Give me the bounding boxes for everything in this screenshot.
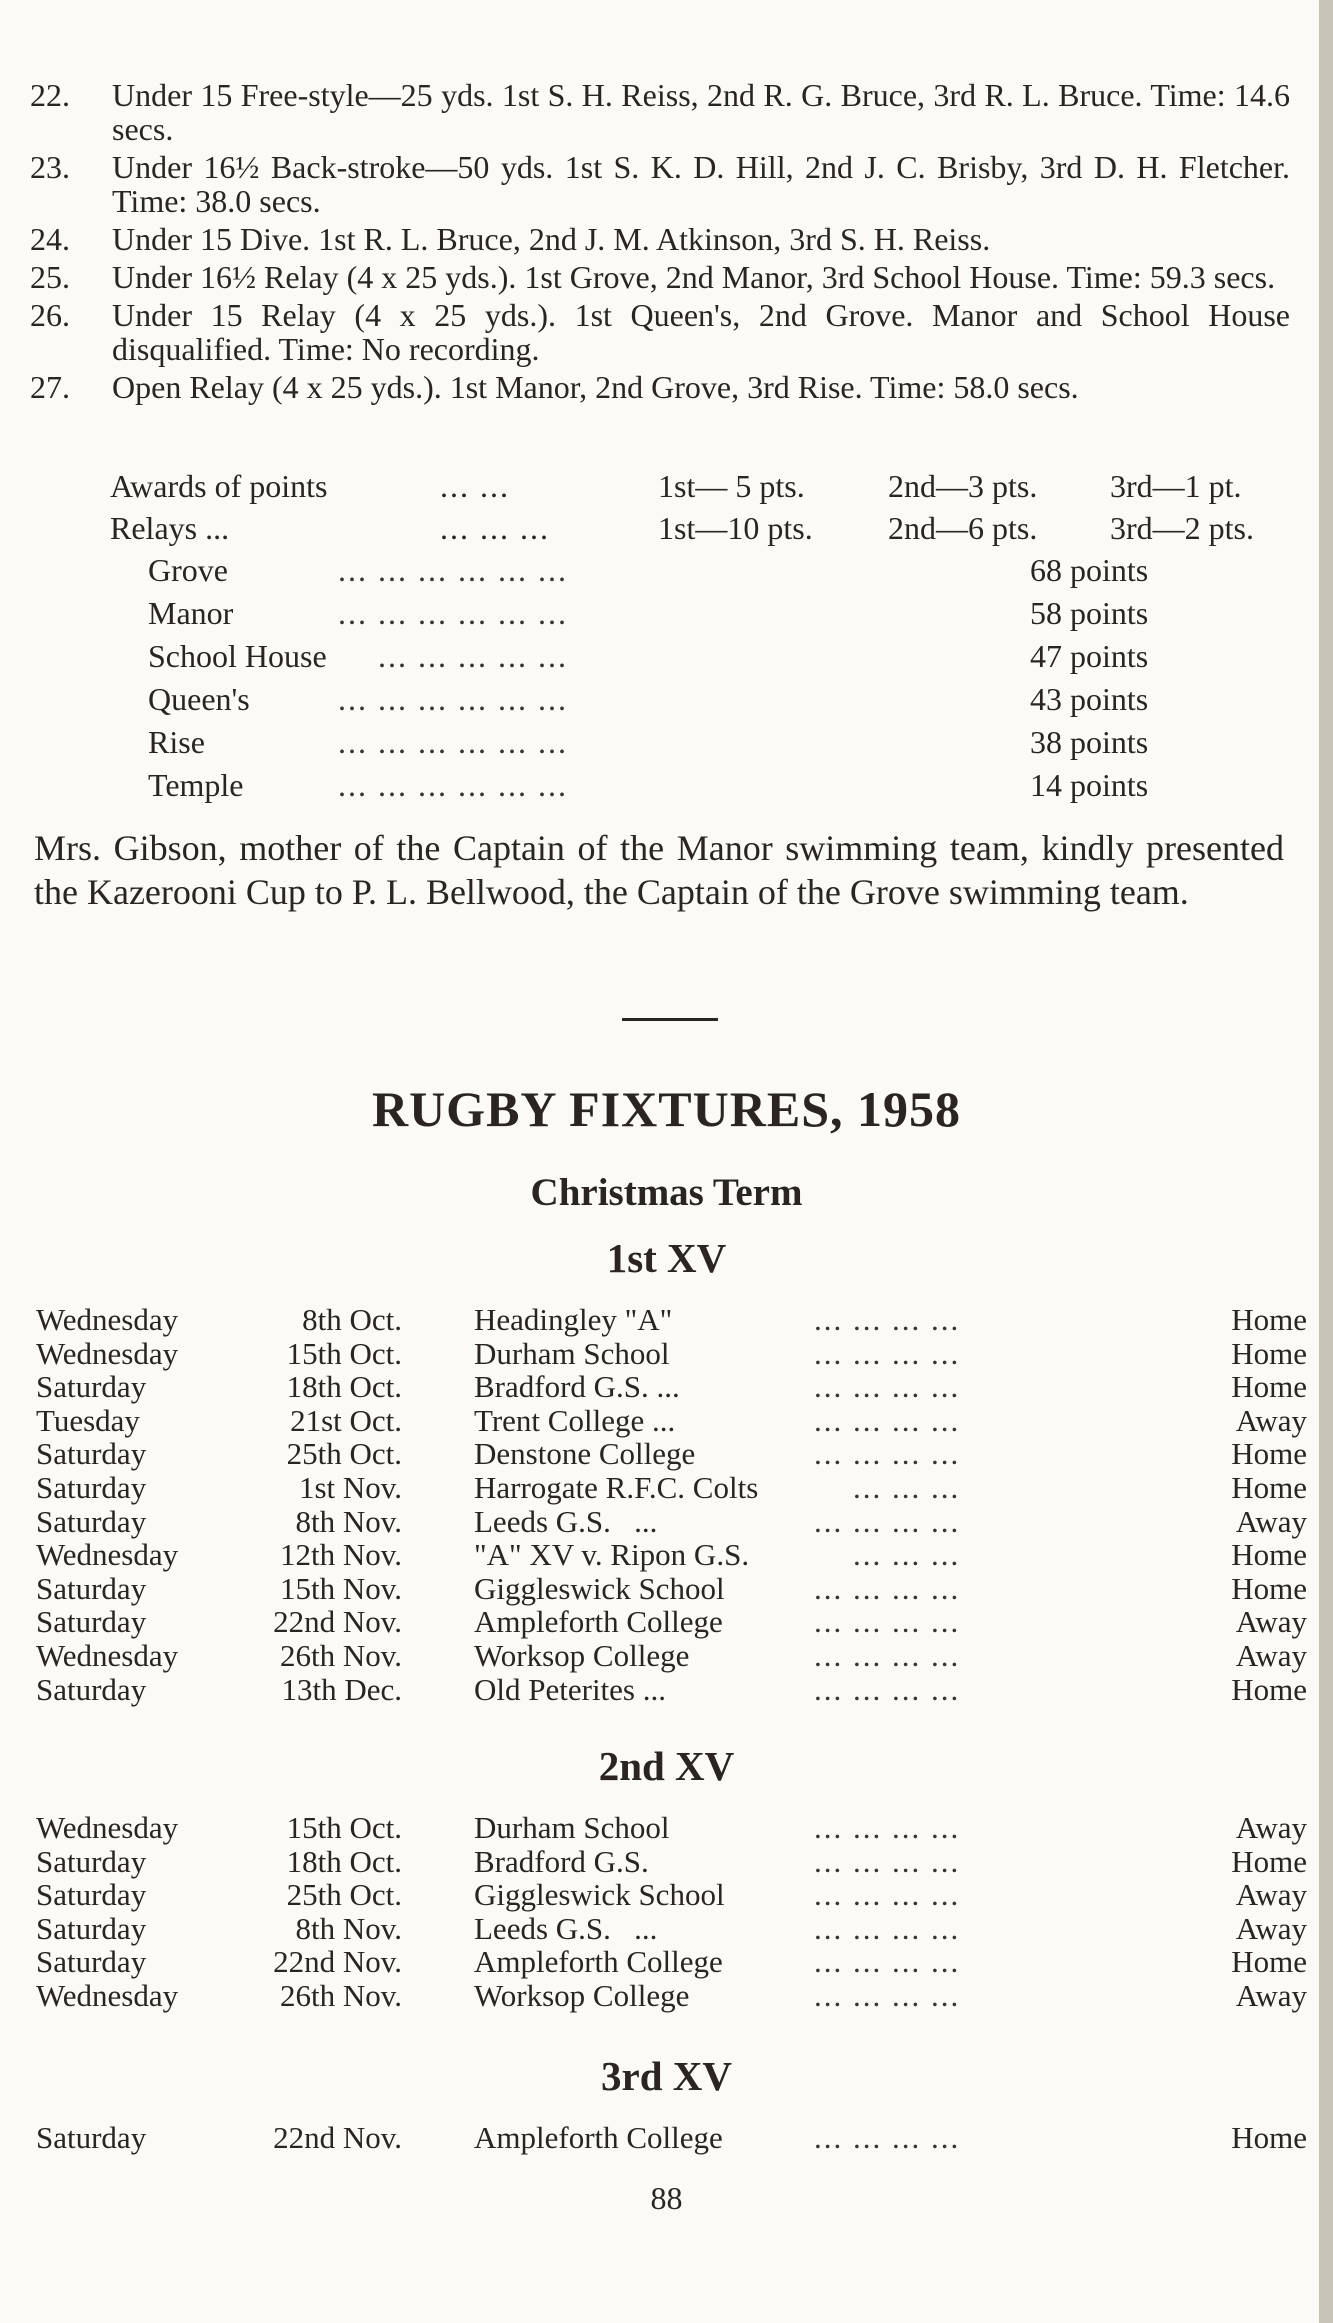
fixture-venue: Home [1231,1369,1307,1405]
fixture-day: Saturday [36,1570,147,1606]
event-number: 27. [30,369,70,405]
leader-dots: ... ... ... ... [814,1402,961,1438]
fixture-venue: Home [1231,1436,1307,1472]
fixture-venue: Home [1231,1469,1307,1505]
fixture-row [36,1977,1307,2013]
fixture-opponent: Bradford G.S. ... [474,1369,680,1405]
event-item [30,150,1290,218]
fixture-row [36,1302,1307,1337]
fixture-opponent: Ampleforth College [474,2120,723,2155]
awards-row [110,510,1290,552]
third-points: 3rd—2 pts. [1110,510,1254,546]
fixture-row [36,1810,1307,1845]
leader-dots: ... ... ... [814,1469,961,1505]
event-item [30,370,1290,404]
first-points: 1st— 5 pts. [658,468,805,504]
leader-dots: ... ... ... ... ... ... [338,681,568,717]
fixture-venue: Away [1235,1810,1307,1845]
leader-dots: ... ... ... ... [814,1843,961,1879]
leader-dots: ... ... ... ... [814,1977,961,2013]
third-points: 3rd—1 pt. [1110,468,1242,504]
team-heading-1st-xv: 1st XV [606,1235,727,1281]
fixture-opponent: Old Peterites ... [474,1671,666,1707]
event-number: 23. [30,149,70,185]
fixture-opponent: Trent College ... [474,1402,676,1438]
page-edge [1319,0,1333,2323]
fixture-date: 15th Nov. [280,1570,402,1606]
fixture-row [36,1503,1307,1539]
section-divider [622,1018,718,1021]
fixtures-2nd-xv [36,1810,1307,2013]
fixture-date: 26th Nov. [280,1637,402,1673]
leader-dots: ... ... ... ... [814,1335,961,1371]
fixture-venue: Away [1235,1977,1307,2013]
awards-row [110,468,1290,510]
leader-dots: ... ... ... ... [814,1604,961,1640]
house-name: Queen's [148,681,250,717]
fixture-opponent: Denstone College [474,1436,696,1472]
leader-dots: ... ... ... ... [814,1570,961,1606]
leader-dots: ... ... ... ... ... ... [338,595,568,631]
fixture-date: 18th Oct. [286,1843,402,1879]
leader-dots: ... ... ... ... [814,1637,961,1673]
fixture-day: Saturday [36,1469,147,1505]
closing-paragraph: Mrs. Gibson, mother of the Captain of the Manor swimming team, kindly presented the Kazerooni Cup to P. L. Bellwood, the Captain of the Grove swimming team. [34,828,1284,912]
fixture-day: Wednesday [36,1977,179,2013]
fixture-row [36,2120,1307,2155]
leader-dots: ... ... ... ... [814,1910,961,1946]
fixture-opponent: Giggleswick School [474,1570,725,1606]
awards-table [110,468,1290,552]
fixture-row [36,1436,1307,1472]
leader-dots: ... ... ... ... [814,2120,961,2155]
house-points: 47 points [1030,638,1149,674]
leader-dots: ... ... ... ... [814,1810,961,1845]
fixture-venue: Home [1231,1302,1307,1337]
house-row [148,767,1248,810]
fixture-opponent: Ampleforth College [474,1604,723,1640]
event-number: 22. [30,77,70,113]
fixture-day: Wednesday [36,1335,179,1371]
fixture-row [36,1369,1307,1405]
fixture-date: 21st Oct. [290,1402,402,1438]
fixture-venue: Home [1231,2120,1307,2155]
fixture-row [36,1637,1307,1673]
house-row [148,595,1248,638]
fixtures-1st-xv [36,1302,1307,1707]
house-points: 43 points [1030,681,1149,717]
fixture-opponent: Ampleforth College [474,1944,723,1980]
fixture-date: 12th Nov. [280,1537,402,1573]
event-text: Under 16½ Relay (4 x 25 yds.). 1st Grove, 2nd Manor, 3rd School House. Time: 59.3 secs. [112,259,1276,295]
first-points: 1st—10 pts. [658,510,813,546]
house-name: Manor [148,595,234,631]
fixture-venue: Away [1235,1910,1307,1946]
event-text: Open Relay (4 x 25 yds.). 1st Manor, 2nd Grove, 3rd Rise. Time: 58.0 secs. [112,369,1079,405]
leader-dots: ... ... ... ... [814,1877,961,1913]
fixture-row [36,1877,1307,1913]
fixture-date: 8th Nov. [295,1503,402,1539]
event-number: 24. [30,221,70,257]
leader-dots: ... ... ... [440,510,550,546]
fixture-day: Wednesday [36,1302,179,1337]
fixture-venue: Away [1235,1402,1307,1438]
event-number: 26. [30,297,70,333]
fixture-row [36,1537,1307,1573]
house-points: 14 points [1030,767,1149,803]
fixture-venue: Away [1235,1877,1307,1913]
house-row [148,638,1248,681]
fixture-venue: Away [1235,1604,1307,1640]
fixture-date: 18th Oct. [286,1369,402,1405]
fixture-row [36,1910,1307,1946]
fixture-opponent: Bradford G.S. [474,1843,649,1879]
fixture-opponent: Leeds G.S. ... [474,1910,658,1946]
fixture-day: Saturday [36,1369,147,1405]
fixtures-3rd-xv [36,2120,1307,2155]
fixture-venue: Home [1231,1537,1307,1573]
fixture-opponent: Durham School [474,1335,670,1371]
event-item [30,260,1290,294]
fixture-row [36,1570,1307,1606]
house-points: 58 points [1030,595,1149,631]
event-item [30,222,1290,256]
page-title: RUGBY FIXTURES, 1958 [371,1081,962,1137]
page-number: 88 [650,2180,683,2216]
awards-label: Relays ... [110,510,230,546]
fixture-date: 22nd Nov. [273,1944,402,1980]
fixture-date: 22nd Nov. [273,2120,402,2155]
fixture-date: 13th Dec. [281,1671,402,1707]
leader-dots: ... ... ... ... [814,1369,961,1405]
fixture-row [36,1402,1307,1438]
leader-dots: ... ... ... [814,1537,961,1573]
fixture-venue: Home [1231,1570,1307,1606]
leader-dots: ... ... ... ... ... ... [338,724,568,760]
fixture-row [36,1335,1307,1371]
fixture-row [36,1604,1307,1640]
fixture-opponent: Worksop College [474,1637,690,1673]
leader-dots: ... ... ... ... [814,1436,961,1472]
fixture-day: Saturday [36,1843,147,1879]
fixture-opponent: "A" XV v. Ripon G.S. [474,1537,750,1573]
term-heading: Christmas Term [530,1171,803,1214]
awards-label: Awards of points [110,468,328,504]
event-text: Under 15 Dive. 1st R. L. Bruce, 2nd J. M. Atkinson, 3rd S. H. Reiss. [112,221,991,257]
fixture-opponent: Worksop College [474,1977,690,2013]
house-row [148,681,1248,724]
fixture-date: 25th Oct. [286,1877,402,1913]
fixture-day: Saturday [36,1436,147,1472]
team-heading-2nd-xv: 2nd XV [598,1743,735,1789]
leader-dots: ... ... ... ... [814,1302,961,1337]
fixture-venue: Home [1231,1335,1307,1371]
fixture-row [36,1843,1307,1879]
leader-dots: ... ... ... ... [814,1503,961,1539]
second-points: 2nd—3 pts. [888,468,1038,504]
fixture-venue: Home [1231,1944,1307,1980]
fixture-date: 25th Oct. [286,1436,402,1472]
leader-dots: ... ... ... ... ... ... [338,767,568,803]
fixture-date: 1st Nov. [298,1469,402,1505]
fixture-day: Tuesday [36,1402,140,1438]
leader-dots: ... ... ... ... [814,1944,961,1980]
house-name: Rise [148,724,205,760]
event-text: Under 15 Relay (4 x 25 yds.). 1st Queen's, 2nd Grove. Manor and School House disqualified. Time: No recording. [112,297,1290,367]
fixture-day: Saturday [36,1944,147,1980]
fixture-venue: Home [1231,1671,1307,1707]
fixture-date: 22nd Nov. [273,1604,402,1640]
house-points: 68 points [1030,552,1149,588]
fixture-venue: Away [1235,1637,1307,1673]
house-row [148,724,1248,767]
fixture-row [36,1469,1307,1505]
event-number: 25. [30,259,70,295]
house-name: Temple [148,767,244,803]
swimming-results [30,78,1290,408]
fixture-opponent: Durham School [474,1810,670,1845]
fixture-date: 8th Nov. [295,1910,402,1946]
fixture-date: 15th Oct. [286,1335,402,1371]
fixture-venue: Away [1235,1503,1307,1539]
fixture-day: Saturday [36,1877,147,1913]
leader-dots: ... ... [440,468,510,504]
leader-dots: ... ... ... ... ... [338,638,568,674]
fixture-day: Wednesday [36,1537,179,1573]
house-name: School House [148,638,327,674]
house-totals [148,552,1248,810]
fixture-day: Saturday [36,1604,147,1640]
house-row [148,552,1248,595]
leader-dots: ... ... ... ... [814,1671,961,1707]
event-item [30,298,1290,366]
team-heading-3rd-xv: 3rd XV [601,2053,732,2099]
event-text: Under 16½ Back-stroke—50 yds. 1st S. K. D. Hill, 2nd J. C. Brisby, 3rd D. H. Fletcher. Time: 38.0 secs. [112,149,1290,219]
event-item [30,78,1290,146]
fixture-row [36,1671,1307,1707]
event-text: Under 15 Free-style—25 yds. 1st S. H. Reiss, 2nd R. G. Bruce, 3rd R. L. Bruce. Time: 14.6 secs. [112,77,1290,147]
fixture-day: Wednesday [36,1810,179,1845]
fixture-day: Wednesday [36,1637,179,1673]
fixture-row [36,1944,1307,1980]
fixture-date: 15th Oct. [286,1810,402,1845]
house-points: 38 points [1030,724,1149,760]
fixture-opponent: Headingley "A" [474,1302,673,1337]
second-points: 2nd—6 pts. [888,510,1038,546]
fixture-day: Saturday [36,1910,147,1946]
fixture-venue: Home [1231,1843,1307,1879]
fixture-day: Saturday [36,2120,147,2155]
fixture-day: Saturday [36,1503,147,1539]
fixture-opponent: Leeds G.S. ... [474,1503,658,1539]
fixture-opponent: Harrogate R.F.C. Colts [474,1469,759,1505]
house-name: Grove [148,552,228,588]
fixture-date: 8th Oct. [302,1302,402,1337]
fixture-date: 26th Nov. [280,1977,402,2013]
leader-dots: ... ... ... ... ... ... [338,552,568,588]
fixture-day: Saturday [36,1671,147,1707]
fixture-opponent: Giggleswick School [474,1877,725,1913]
